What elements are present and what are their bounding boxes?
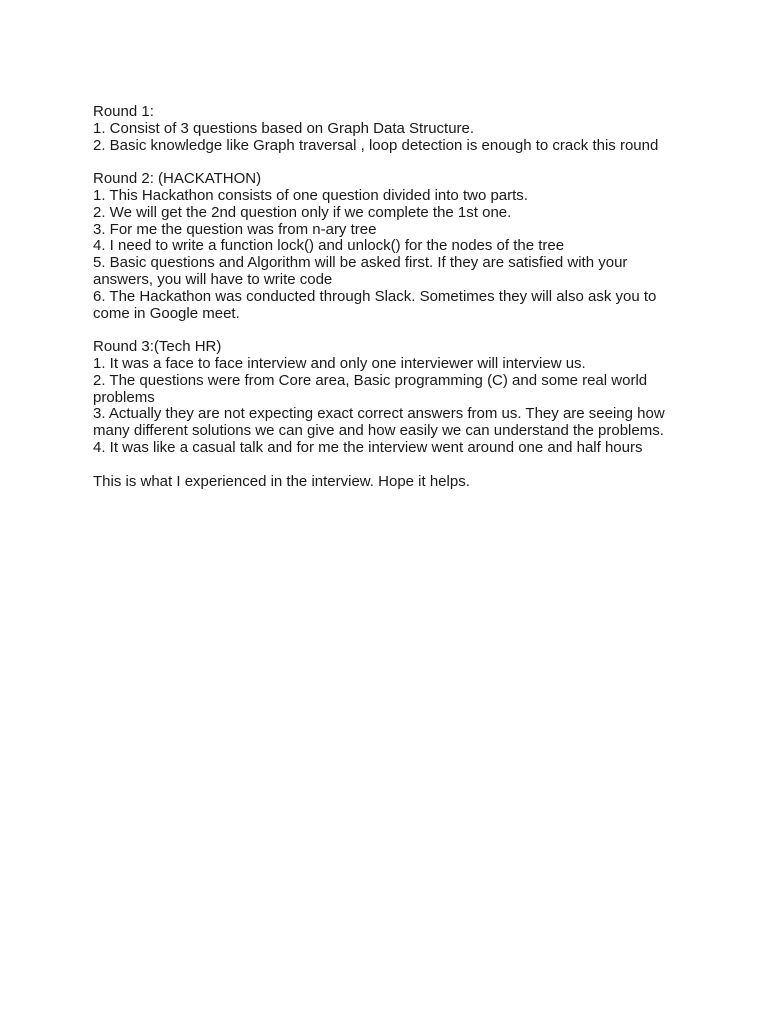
round-3-section	[93, 339, 683, 457]
round-2-item-4: 4. I need to write a function lock() and unlock() for the nodes of the tree	[93, 237, 565, 255]
round-2-item-3: 3. For me the question was from n-ary tree	[93, 220, 377, 238]
round-1-item-1: 1. Consist of 3 questions based on Graph Data Structure.	[93, 119, 475, 137]
round-1-heading: Round 1:	[93, 103, 154, 120]
round-2-heading: Round 2: (HACKATHON)	[93, 170, 262, 188]
round-2-section	[93, 171, 683, 322]
round-3-item-4: 4. It was like a casual talk and for me the interview went around one and half hours	[93, 438, 643, 456]
document-page	[93, 104, 683, 490]
round-1-section	[93, 104, 683, 154]
round-3-heading: Round 3:(Tech HR)	[93, 338, 222, 356]
round-3-item-2: 2. The questions were from Core area, Basic programming (C) and some real world problems	[93, 371, 648, 406]
round-2-item-2: 2. We will get the 2nd question only if we complete the 1st one.	[93, 203, 512, 221]
round-3-item-3: 3. Actually they are not expecting exact correct answers from us. They are seeing how many different solutions we can give and how easily we can understand the problems.	[93, 405, 665, 440]
closing-text: This is what I experienced in the interview. Hope it helps.	[93, 472, 470, 490]
round-1-item-2: 2. Basic knowledge like Graph traversal , loop detection is enough to crack this round	[93, 136, 659, 154]
round-2-item-1: 1. This Hackathon consists of one question divided into two parts.	[93, 186, 528, 204]
round-2-item-6: 6. The Hackathon was conducted through Slack. Sometimes they will also ask you to come in Google meet.	[93, 287, 657, 322]
round-2-item-5: 5. Basic questions and Algorithm will be asked first. If they are satisfied with your answers, you will have to write code	[93, 254, 628, 288]
round-3-item-1: 1. It was a face to face interview and only one interviewer will interview us.	[93, 354, 586, 372]
